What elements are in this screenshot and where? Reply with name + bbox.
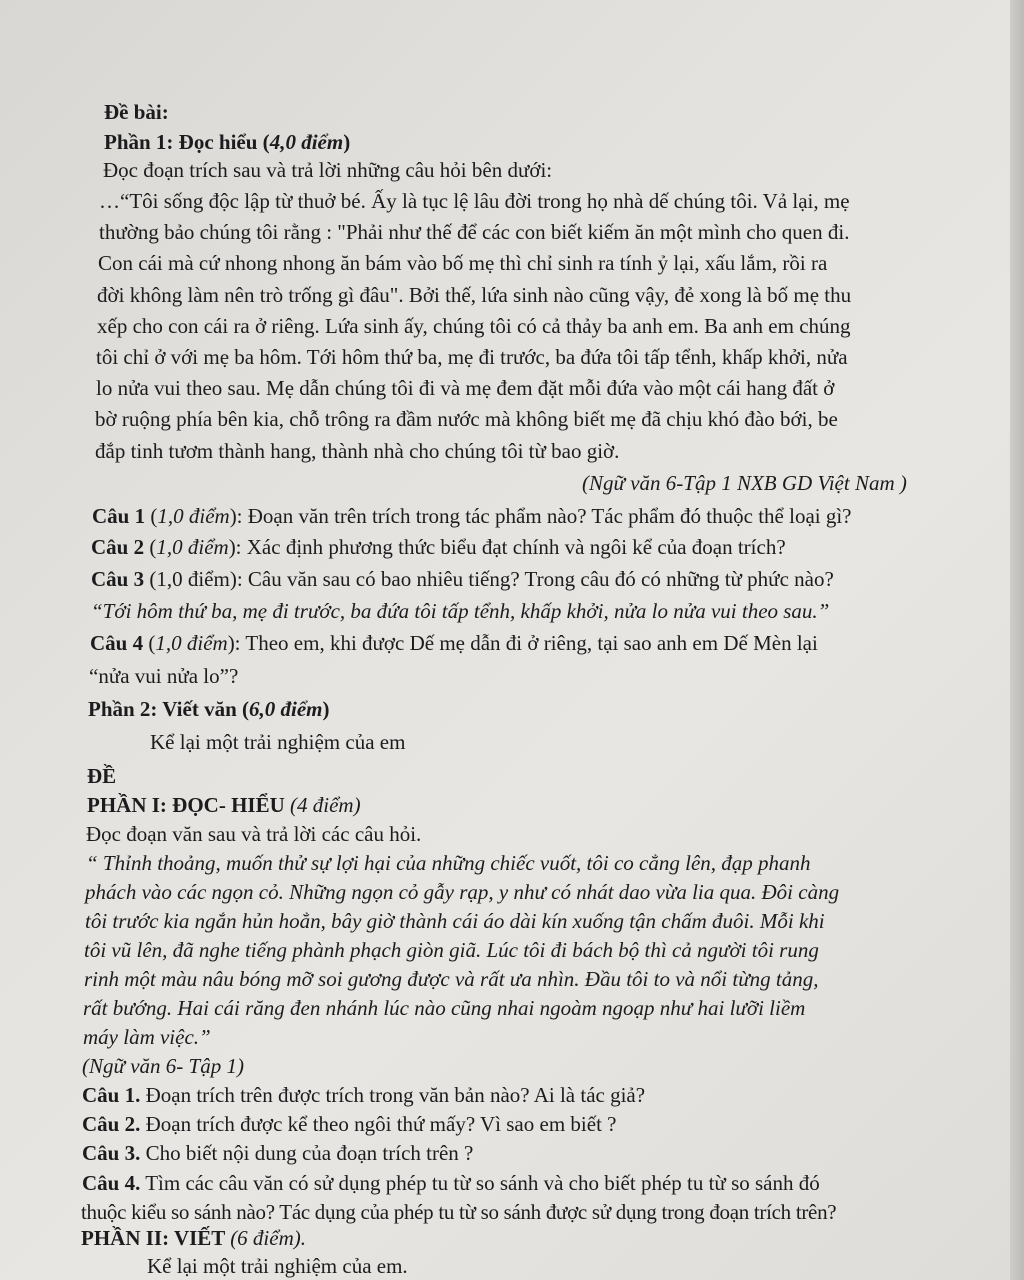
question-text: (1,0 điểm): Câu văn sau có bao nhiêu tiếng? Trong câu đó có những từ phức nào? [144,567,834,591]
part1-instruction: Đọc đoạn trích sau và trả lời những câu hỏi bên dưới: [103,158,553,182]
question-text: ): Xác định phương thức biểu đạt chính và ngôi kể của đoạn trích? [228,535,786,559]
part2-passage-line: rất bướng. Hai cái răng đen nhánh lúc nào cũng nhai ngoàm ngoạp như hai lưỡi liềm [83,996,806,1020]
writing-heading-score: (6 điểm). [230,1226,306,1250]
part1-heading-close: ) [343,130,351,154]
part2-heading-label: PHẦN I: ĐỌC- HIỂU [87,793,290,817]
part2-passage-line: rinh một màu nâu bóng mỡ soi gương được và rất ưa nhìn. Đầu tôi to và nổi từng tảng, [84,967,819,991]
question-label: Câu 1. [82,1083,141,1107]
question-label: Câu 4 [90,631,144,655]
de-bai-heading: Đề bài: [104,100,169,124]
question-label: Câu 3. [82,1141,141,1165]
part2-heading [87,791,361,819]
part2-question-4 [82,1169,820,1197]
part1-question-2: Câu 2 (1,0 điểm): Xác định phương thức biểu đạt chính và ngôi kể của đoạn trích? [91,535,786,559]
writing-heading-score: 6,0 điểm [249,697,323,721]
part2-passage-line: phách vào các ngọn cỏ. Những ngọn cỏ gẫy rạp, y như có nhát dao vừa lia qua. Đôi càng [85,880,840,904]
part1-heading-label: Phần 1: Đọc hiểu ( [104,130,270,154]
question-text: ): Theo em, khi được Dế mẹ dẫn đi ở riêng, tại sao anh em Dế Mèn lại [227,631,818,655]
part1-question-1: Câu 1 (1,0 điểm): Đoạn văn trên trích trong tác phẩm nào? Tác phẩm đó thuộc thể loại gì? [92,504,852,528]
question-text: Đoạn trích được kể theo ngôi thứ mấy? Vì sao em biết ? [140,1112,617,1136]
writing-heading-label: PHẦN II: VIẾT [81,1226,231,1250]
part1-passage-line: tôi chỉ ở với mẹ ba hôm. Tới hôm thứ ba, mẹ đi trước, ba đứa tôi tấp tểnh, khấp khởi, nửa [96,345,848,369]
question-score: 1,0 điểm [155,631,228,655]
part2-passage-line: tôi vũ lên, đã nghe tiếng phành phạch giòn giã. Lúc tôi đi bách bộ thì cả người tôi rung [84,938,819,962]
de-heading: ĐỀ [87,764,117,788]
writing-heading-label: Phần 2: Viết văn ( [88,697,250,721]
question-score: 1,0 điểm [156,535,229,559]
question-label: Câu 3 [91,567,145,591]
part2-passage-line: tôi trước kia ngắn hủn hoẳn, bây giờ thành cái áo dài kín xuống tận chấm đuôi. Mỗi khi [85,909,825,933]
part1-question-4: Câu 4 (1,0 điểm): Theo em, khi được Dế mẹ dẫn đi ở riêng, tại sao anh em Dế Mèn lại [90,631,818,655]
part1-source: (Ngữ văn 6-Tập 1 NXB GD Việt Nam ) [582,471,907,495]
question-text: ): Đoạn văn trên trích trong tác phẩm nào? Tác phẩm đó thuộc thể loại gì? [229,504,852,528]
part1-passage-line: lo nửa vui theo sau. Mẹ dẫn chúng tôi đi và mẹ đem đặt mỗi đứa vào một cái hang đất ở [96,376,835,400]
part2-writing-heading [81,1224,306,1252]
part2-writing-task: Kể lại một trải nghiệm của em. [147,1254,408,1278]
part1-passage-line: bờ ruộng phía bên kia, chỗ trông ra đầm nước mà không biết mẹ đã chịu khó đào bới, be [95,407,838,431]
part2-question-2 [82,1110,616,1138]
writing-heading-close: ) [322,697,330,721]
part2-heading-score: (4 điểm) [290,793,361,817]
question-text: Tìm các câu văn có sử dụng phép tu từ so sánh và cho biết phép tu từ so sánh đó [140,1171,820,1195]
part1-writing-heading [88,695,330,723]
part1-question-3-quote: “Tới hôm thứ ba, mẹ đi trước, ba đứa tôi tấp tểnh, khấp khởi, nửa lo nửa vui theo sau.” [91,599,830,623]
part2-passage-line: “ Thỉnh thoảng, muốn thử sự lợi hại của những chiếc vuốt, tôi co cẳng lên, đạp phanh [86,851,811,875]
question-label: Câu 4. [82,1171,141,1195]
part1-writing-task: Kể lại một trải nghiệm của em [150,730,406,754]
part1-question-4-cont: “nửa vui nửa lo”? [89,664,239,688]
part2-instruction: Đọc đoạn văn sau và trả lời các câu hỏi. [86,822,422,846]
part2-source: (Ngữ văn 6- Tập 1) [82,1054,244,1078]
question-text: Đoạn trích trên được trích trong văn bản nào? Ai là tác giả? [140,1083,646,1107]
part1-heading [104,128,350,156]
part1-passage-line: thường bảo chúng tôi rằng : "Phải như thế để các con biết kiếm ăn một mình cho quen đi. [99,220,850,244]
part2-question-4-cont: thuộc kiểu so sánh nào? Tác dụng của phép tu từ so sánh được sử dụng trong đoạn trích trên? [81,1200,837,1224]
part2-passage-line: máy làm việc.” [83,1025,211,1049]
part1-passage-line: đời không làm nên trò trống gì đâu". Bởi thế, lứa sinh nào cũng vậy, đẻ xong là bố mẹ thu [97,283,852,307]
part1-passage-line: đắp tinh tươm thành hang, thành nhà cho chúng tôi từ bao giờ. [95,439,620,463]
part1-passage-line: …“Tôi sống độc lập từ thuở bé. Ấy là tục lệ lâu đời trong họ nhà dế chúng tôi. Vả lại, mẹ [99,189,850,213]
part1-question-3 [91,565,834,593]
question-label: Câu 1 [92,504,146,528]
part1-heading-score: 4,0 điểm [269,130,344,154]
part1-passage-line: Con cái mà cứ nhong nhong ăn bám vào bố mẹ thì chỉ sinh ra tính ỷ lại, xấu lắm, rồi ra [98,251,828,275]
part2-question-1 [82,1081,645,1109]
question-text: Cho biết nội dung của đoạn trích trên ? [140,1141,474,1165]
question-label: Câu 2 [91,535,145,559]
part1-passage-line: xếp cho con cái ra ở riêng. Lứa sinh ấy, chúng tôi có cả thảy ba anh em. Ba anh em chúng [97,314,851,338]
question-label: Câu 2. [82,1112,141,1136]
question-score: 1,0 điểm [157,504,230,528]
part2-question-3 [82,1139,473,1167]
